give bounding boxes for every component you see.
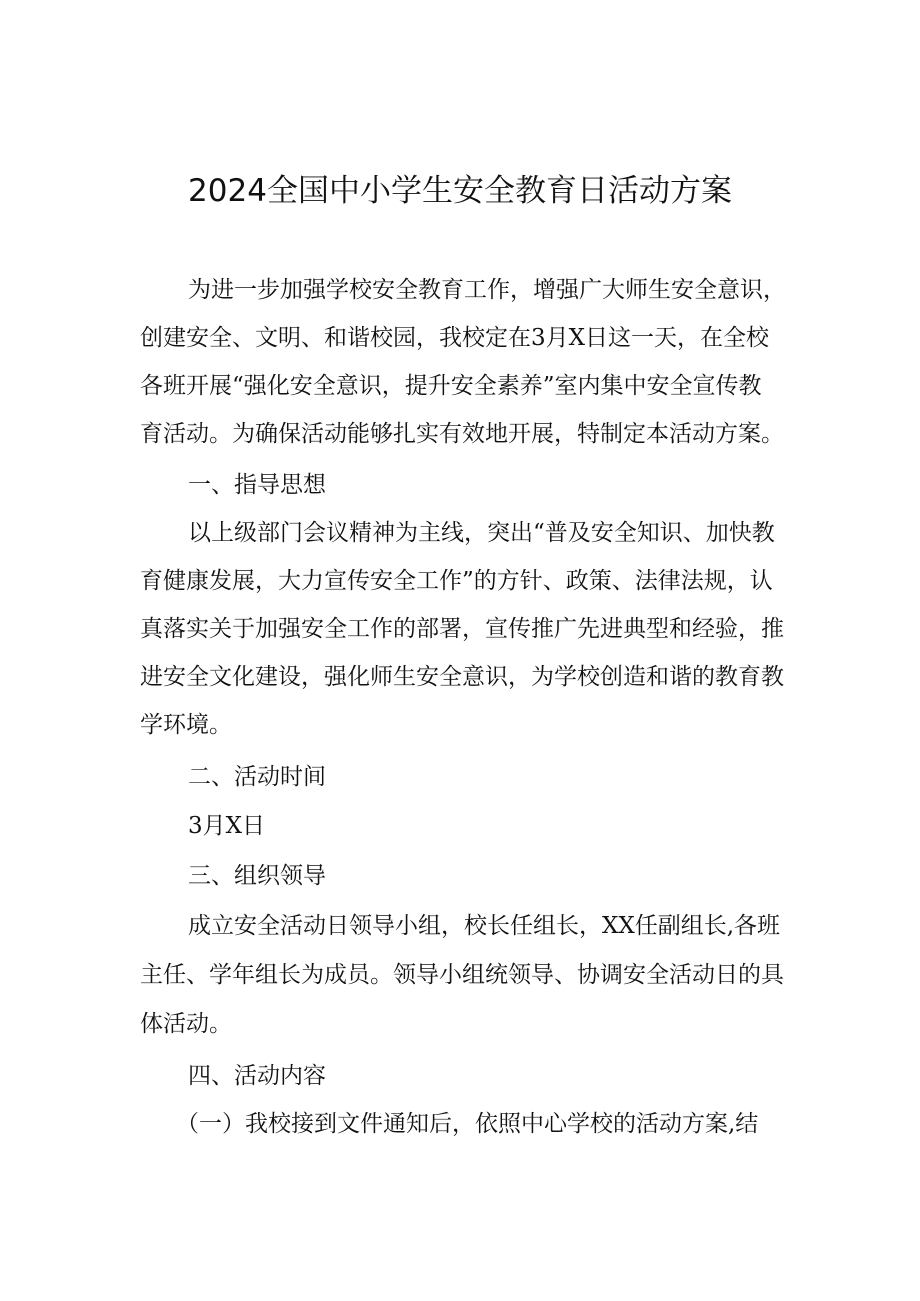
section-3-heading: 三、组织领导 — [188, 863, 326, 889]
section-1-line-4: 进安全文化建设，强化师生安全意识，为学校创造和谐的教育教 — [140, 664, 784, 690]
section-1-heading: 一、指导思想 — [188, 472, 326, 498]
section-2-line-1: 3月X日 — [188, 813, 266, 839]
intro-line-2: 创建安全、文明、和谐校园，我校定在3月X日这一天，在全校 — [140, 325, 770, 351]
document-title: 2024全国中小学生安全教育日活动方案 — [188, 173, 732, 209]
section-3-line-1: 成立安全活动日领导小组，校长任组长，XX任副组长,各班 — [188, 913, 781, 939]
section-2-heading: 二、活动时间 — [188, 764, 326, 790]
section-3-line-3: 体活动。 — [140, 1011, 232, 1037]
intro-line-4: 育活动。为确保活动能够扎实有效地开展，特制定本活动方案。 — [140, 421, 784, 447]
section-1-line-5: 学环境。 — [140, 712, 232, 738]
section-1-line-1: 以上级部门会议精神为主线，突出“普及安全知识、加快教 — [188, 520, 775, 546]
section-1-line-3: 真落实关于加强安全工作的部署，宣传推广先进典型和经验，推 — [140, 616, 784, 642]
section-3-line-2: 主任、学年组长为成员。领导小组统领导、协调安全活动日的具 — [140, 962, 784, 988]
intro-line-1: 为进一步加强学校安全教育工作，增强广大师生安全意识， — [188, 277, 786, 303]
intro-line-3: 各班开展“强化安全意识，提升安全素养”室内集中安全宣传教 — [140, 373, 762, 399]
section-4-heading: 四、活动内容 — [188, 1063, 326, 1089]
section-4-line-1: （一）我校接到文件通知后，依照中心学校的活动方案,结 — [176, 1111, 759, 1137]
section-1-line-2: 育健康发展，大力宣传安全工作”的方针、政策、法律法规，认 — [140, 568, 773, 594]
